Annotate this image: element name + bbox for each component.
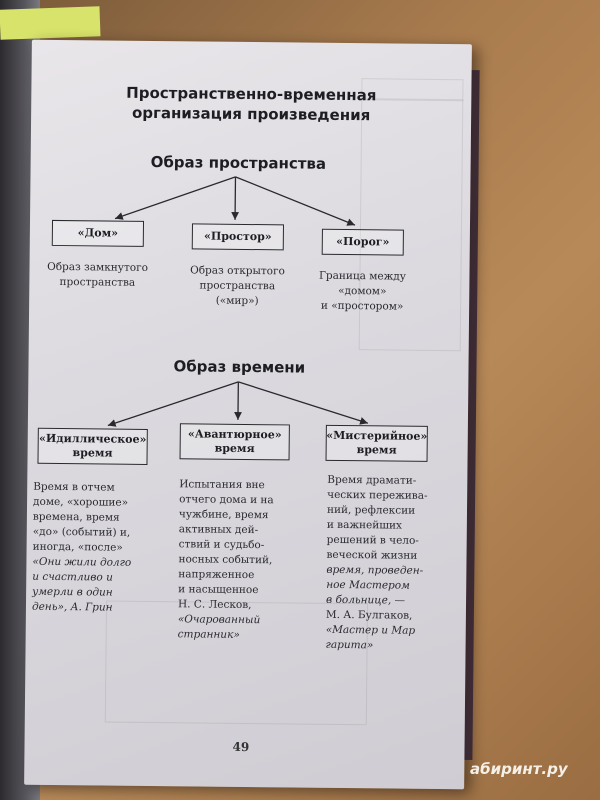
text-line: Н. С. Лесков,	[177, 598, 252, 612]
text-line: носных событий,	[178, 553, 273, 567]
watermark-text: абиринт.ру	[470, 760, 568, 778]
text-line: отчего дома и на	[179, 493, 274, 507]
box-avantyur-label: «Авантюрное»	[187, 427, 282, 442]
desc-porog-line: «домом»	[338, 284, 387, 298]
text-line: доме, «хорошие»	[33, 495, 129, 509]
title-line-1: Пространственно-временная	[126, 83, 377, 105]
text-line: и важнейших	[326, 518, 402, 532]
text-line: веческой жизни	[326, 548, 418, 562]
book-page	[24, 40, 472, 790]
col-idillic-text	[32, 480, 163, 616]
text-line: времена, время	[32, 510, 120, 524]
text-line: время, проведен-	[326, 563, 424, 577]
text-line: «Они жили долго	[32, 555, 132, 569]
text-line: активных дей-	[178, 523, 259, 537]
box-idillic	[37, 428, 147, 465]
text-line: решений в чело-	[326, 533, 419, 547]
text-line: ческих пережива-	[327, 488, 428, 502]
text-line: ное Мастером	[326, 578, 410, 592]
desc-prostor	[177, 263, 297, 309]
text-line: ний, рефлексии	[326, 503, 416, 517]
text-line: в больнице, —	[326, 593, 406, 607]
col-avantyur-text	[178, 477, 305, 643]
arrow-to-misteri	[238, 382, 368, 423]
desc-porog	[307, 269, 417, 315]
text-line: Испытания вне	[179, 478, 265, 492]
text-line: умерли в один	[32, 585, 113, 599]
box-misteri-label: время	[356, 443, 397, 457]
time-heading: Образ времени	[173, 357, 306, 377]
desc-dom	[37, 260, 157, 291]
arrow-to-idillic	[108, 381, 238, 427]
text-line: гарита»	[325, 638, 374, 652]
box-porog: «Порог»	[322, 229, 404, 256]
box-prostor: «Простор»	[192, 223, 284, 250]
diagram-arrows	[24, 40, 472, 790]
arrow-to-porog	[235, 177, 355, 225]
bookmark-tab	[0, 6, 100, 39]
text-line: странник»	[177, 628, 240, 641]
text-line: Время драмати-	[327, 473, 417, 487]
text-line: и насыщенное	[178, 583, 259, 597]
box-avantyur-label: время	[214, 441, 255, 456]
desc-porog-line: и «простором»	[320, 299, 404, 313]
box-avantyur	[180, 423, 290, 460]
text-line: чужбине, время	[178, 508, 269, 522]
text-line: «Очарованный	[177, 613, 261, 627]
desc-dom-line: пространства	[59, 276, 136, 289]
col-misteri-text	[326, 473, 453, 654]
page-number: 49	[232, 739, 250, 755]
text-line: Время в отчем	[33, 480, 115, 494]
box-dom: «Дом»	[52, 220, 144, 247]
box-idillic-label: время	[72, 446, 113, 460]
text-line: и счастливо и	[32, 570, 113, 584]
box-misteri-label: «Мистерийное»	[326, 428, 428, 443]
desc-porog-line: Граница между	[318, 269, 406, 283]
text-line: «до» (событий) и,	[32, 525, 131, 539]
desc-dom-line: Образ замкнутого	[47, 260, 148, 274]
title-line-2: организация произведения	[131, 103, 371, 125]
box-idillic-label: «Идиллическое»	[38, 431, 147, 446]
text-line: М. А. Булгаков,	[325, 608, 413, 622]
desc-prostor-line: («мир»)	[215, 294, 259, 308]
space-heading: Образ пространства	[150, 152, 327, 173]
desc-prostor-line: Образ открытого	[190, 264, 285, 278]
text-line: напряженное	[178, 568, 255, 582]
desc-prostor-line: пространства	[199, 279, 276, 293]
text-line: «Мастер и Мар	[325, 623, 416, 637]
box-misteri	[326, 425, 428, 462]
arrow-to-dom	[115, 176, 235, 220]
text-line: день», А. Грин	[31, 600, 113, 614]
text-line: иногда, «после»	[32, 540, 123, 554]
text-line: ствий и судьбо-	[178, 538, 265, 552]
